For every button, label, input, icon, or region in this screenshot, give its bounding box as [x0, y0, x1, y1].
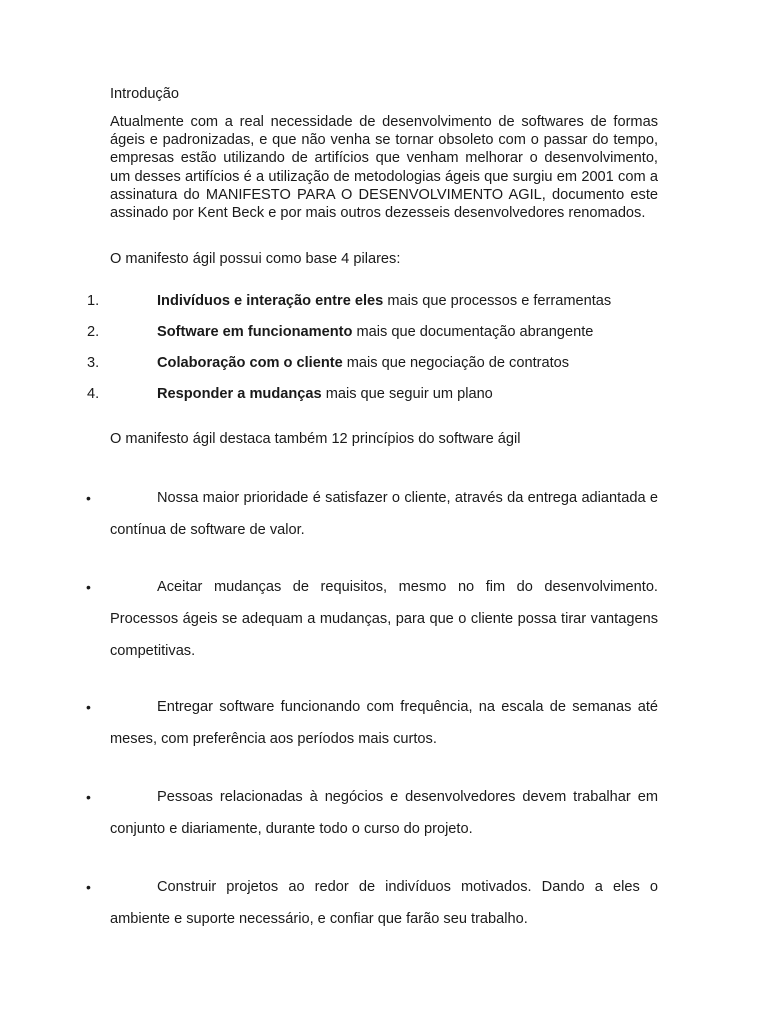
principle-text: Entregar software funcionando com frequência, na escala de semanas até meses, com preferência aos períodos mais curtos. — [110, 699, 658, 747]
pillar-rest-text: mais que processos e ferramentas — [383, 293, 612, 309]
section-heading: Introdução — [110, 86, 179, 102]
pillar-text — [157, 322, 593, 342]
bullet-icon: • — [86, 579, 91, 595]
pillar-text — [157, 384, 493, 404]
pillar-bold-text: Indivíduos e interação entre eles — [157, 293, 384, 309]
principle-text: Construir projetos ao redor de indivíduos motivados. Dando a eles o ambiente e suporte necessário, e confiar que farão seu trabalho. — [110, 879, 658, 927]
pillar-text — [157, 353, 569, 373]
pillar-rest-text: mais que negociação de contratos — [342, 355, 570, 371]
bullet-icon: • — [86, 789, 91, 805]
principle-text: Nossa maior prioridade é satisfazer o cliente, através da entrega adiantada e contínua de software de valor. — [110, 490, 658, 538]
pillar-item — [0, 353, 768, 373]
intro-paragraph: Atualmente com a real necessidade de desenvolvimento de softwares de formas ágeis e padronizadas, e que não venha se tornar obsoleto com o passar do tempo, empresas estão utilizando de artifícios que venham melhorar o desenvolvimento, um desses artifícios é a utilização de metodologias ágeis que surgiu em 2001 com a assinatura do MANIFESTO PARA O DESENVOLVIMENTO AGIL, documento este assinado por Kent Beck e por mais outros dezesseis desenvolvedores renomados. — [110, 114, 658, 222]
pillar-text — [157, 291, 611, 311]
pillar-item — [0, 384, 768, 404]
pillar-bold-text: Responder a mudanças — [157, 386, 322, 402]
pillar-rest-text: mais que documentação abrangente — [352, 324, 594, 340]
pillar-number: 4. — [87, 386, 100, 402]
pillar-bold-text: Colaboração com o cliente — [157, 355, 343, 371]
principle-text: Pessoas relacionadas à negócios e desenvolvedores devem trabalhar em conjunto e diariamente, durante todo o curso do projeto. — [110, 789, 658, 837]
pillar-item — [0, 322, 768, 342]
pillar-number: 3. — [87, 355, 100, 371]
pillar-item — [0, 291, 768, 311]
bullet-icon: • — [86, 879, 91, 895]
principle-text: Aceitar mudanças de requisitos, mesmo no fim do desenvolvimento. Processos ágeis se adequam a mudanças, para que o cliente possa tirar vantagens competitivas. — [110, 579, 658, 659]
bullet-icon: • — [86, 490, 91, 506]
principles-lead-text: O manifesto ágil destaca também 12 princípios do software ágil — [110, 431, 521, 447]
pillar-number: 2. — [87, 324, 100, 340]
pillar-number: 1. — [87, 293, 100, 309]
pillar-rest-text: mais que seguir um plano — [321, 386, 493, 402]
bullet-icon: • — [86, 699, 91, 715]
pillars-lead-text: O manifesto ágil possui como base 4 pilares: — [110, 251, 401, 267]
pillar-bold-text: Software em funcionamento — [157, 324, 353, 340]
